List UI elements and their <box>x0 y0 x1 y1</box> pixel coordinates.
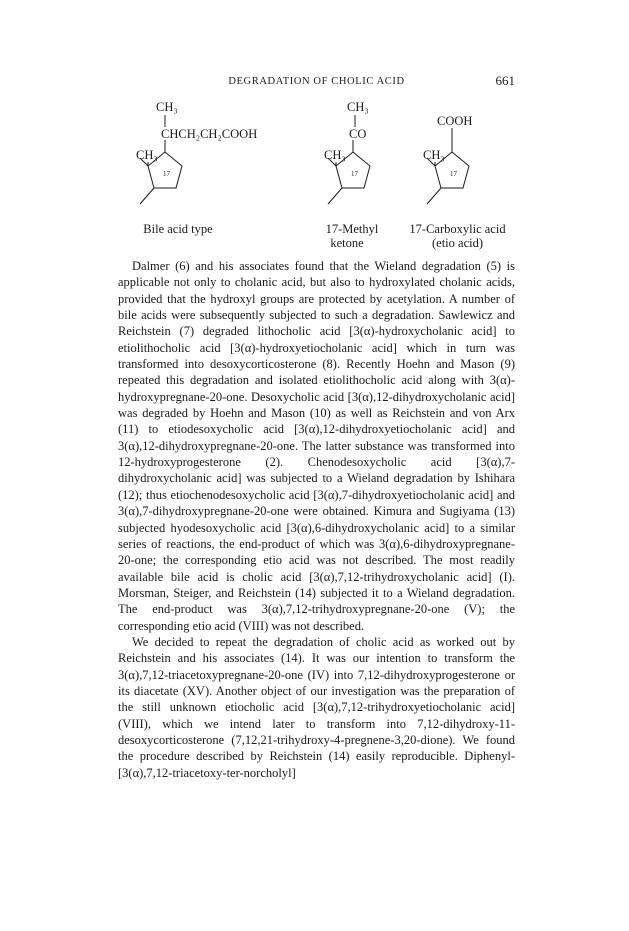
etio-acid-structure <box>427 128 469 204</box>
page-number: 661 <box>495 73 515 88</box>
bile-acid-caption <box>118 222 238 236</box>
etio-acid-caption-line1: 17-Carboxylic acid <box>409 222 506 236</box>
running-head <box>118 73 515 89</box>
ketone-caption-line1: 17-Methyl <box>325 222 379 236</box>
paragraph: We decided to repeat the degradation of cholic acid as worked out by Reichstein and his associates (14). It was our intention to transform the 3(α),7,12-triacetoxypregnane-20-one (IV) into 7,12-dihydroxyprogesterone or its diacetate (XV). Another object of our investigation was the preparation of the still unknown etiocholic acid [3(α),7,12-trihydroxyetiocholanic acid] (VIII), which we intend later to transform into 7,12-dihydroxy-11-desoxycorticosterone (7,12,21-trihydroxy-4-pregnene-3,20-dione). We found the procedure described by Reichstein (14) easily reproducible. Diphenyl-[3(α),7,12-triacetoxy-ter-norcholyl] <box>118 634 515 780</box>
ketone-ring-methyl: CH₃ <box>324 148 346 162</box>
structure-figure <box>118 96 515 254</box>
ketone-top-methyl: CH₃ <box>347 100 369 114</box>
bile-acid-position-label: 17 <box>163 170 170 178</box>
paragraph: Dalmer (6) and his associates found that the Wieland degradation (5) is applicable not only to cholanic acid, but also to hydroxylated cholanic acids, provided that the hydroxyl groups are protected by acetylation. A number of bile acids were subsequently subjected to such a degradation. Sawlewicz and Reichstein (7) degraded lithocholic acid [3(α)-hydroxycholanic acid] to etiolithocholic acid [3(α)-hydroxyetiocholanic acid] which in turn was transformed into desoxycorticosterone (8). Recently Hoehn and Mason (9) repeated this degradation and isolated etiolithocholic acid along with 3(α)-hydroxypregnane-20-one. Desoxycholic acid [3(α),12-dihydroxycholanic acid] was degraded by Hoehn and Mason (10) as well as Reichstein and von Arx (11) to etiodesoxycholic acid [3(α),12-dihydroxyetiocholanic acid] and 3(α),12-dihydroxypregnane-20-one. The latter substance was transformed into 12-hydroxyprogesterone (2). Chenodesoxycholic acid [3(α),7-dihydroxycholanic acid] was subjected to a Wieland degradation by Ishihara (12); thus etiochenodesoxycholic acid [3(α),7-dihydroxyetiocholanic acid] and 3(α),7-dihydroxypregnane-20-one were obtained. Kimura and Sugiyama (13) subjected hyodesoxycholic acid [3(α),6-dihydroxycholanic acid] to a similar series of reactions, the end-product of which was 3(α),6-dihydroxypregnane-20-one; the corresponding etio acid was not described. The most readily available bile acid is cholic acid [3(α),7,12-trihydroxycholanic acid] (I). Morsman, Steiger, and Reichstein (14) subjected it to a Wieland degradation. The end-product was 3(α),7,12-trihydroxypregnane-20-one (V); the corresponding etio acid (VIII) was not described. <box>118 259 515 633</box>
etio-acid-caption-line2: (etio acid) <box>431 236 483 250</box>
running-title: DEGRADATION OF CHOLIC ACID <box>228 76 405 87</box>
bile-acid-top-methyl: CH₃ <box>156 100 178 114</box>
etio-acid-carboxyl: COOH <box>437 114 473 128</box>
etio-acid-position-label: 17 <box>450 170 457 178</box>
bile-acid-ring-methyl: CH₃ <box>136 148 158 162</box>
ketone-caption <box>306 222 398 250</box>
etio-acid-caption <box>400 222 515 250</box>
bile-acid-caption-line: Bile acid type <box>143 222 213 236</box>
etio-acid-ring-methyl: CH₃ <box>423 148 445 162</box>
bile-acid-side-chain: CHCH₂CH₂COOH <box>161 127 258 141</box>
ketone-carbonyl: CO <box>349 127 367 141</box>
ketone-position-label: 17 <box>351 170 358 178</box>
ketone-caption-line2: ketone <box>330 236 364 250</box>
article-body <box>118 258 515 781</box>
